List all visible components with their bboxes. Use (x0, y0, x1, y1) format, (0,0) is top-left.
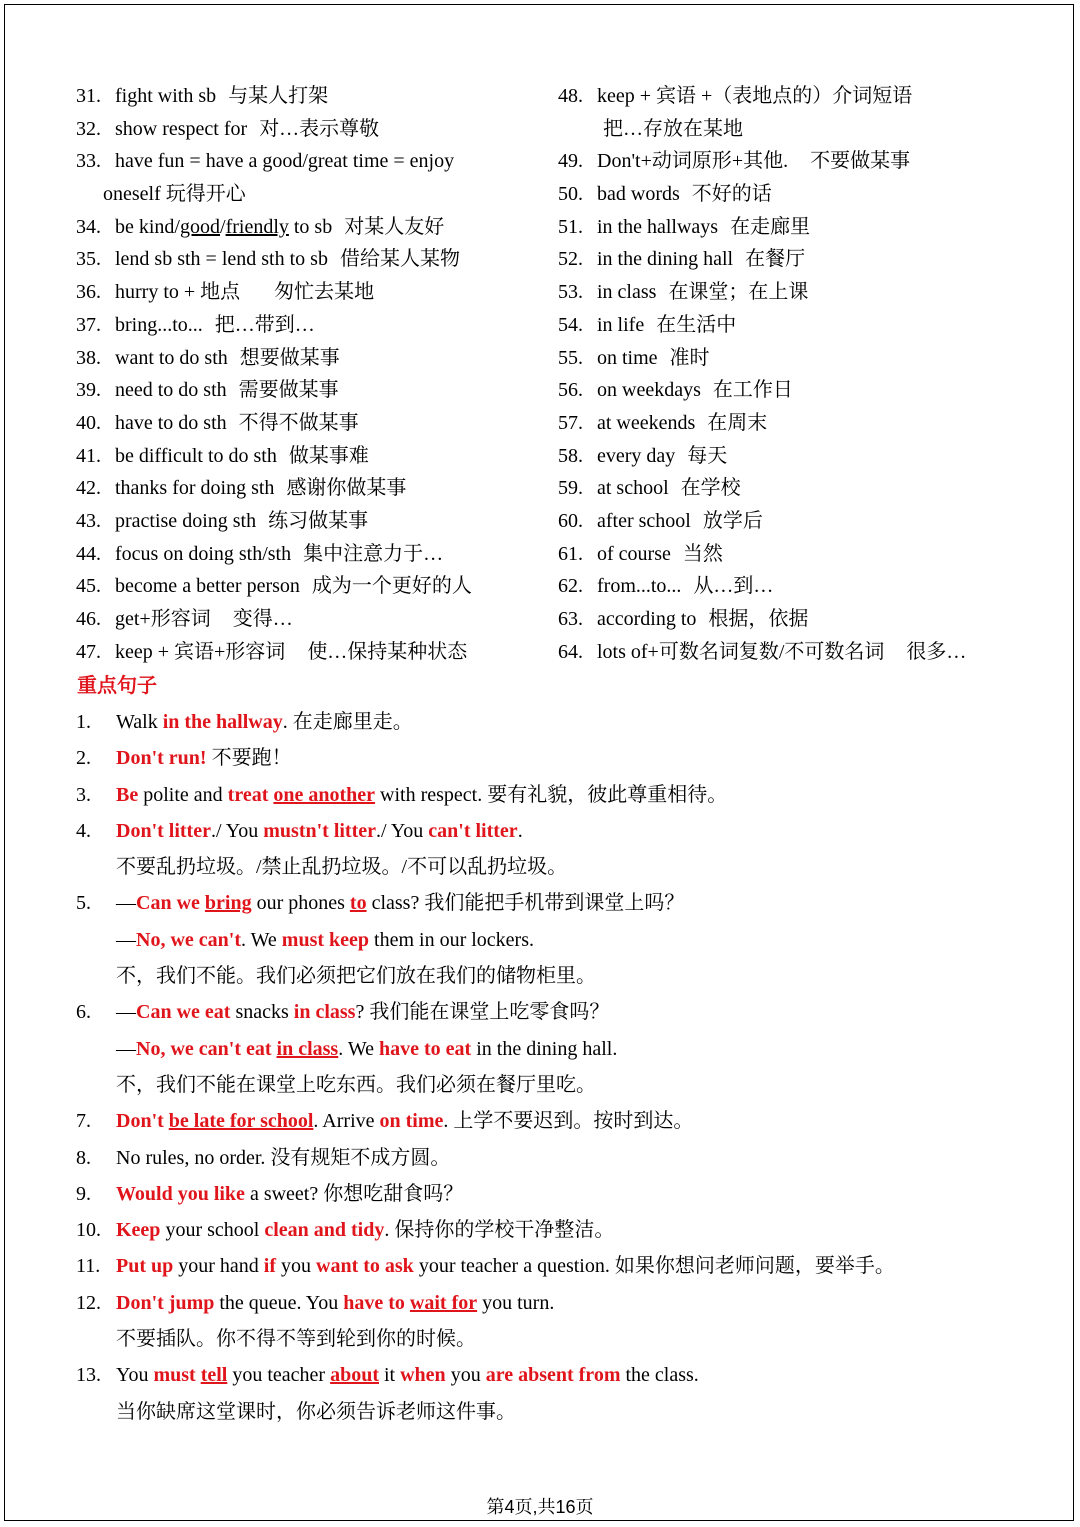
sentence-line (116, 885, 1036, 921)
phrase-number: 49. (558, 150, 583, 173)
phrase-english: in the hallways (597, 215, 719, 238)
phrase-item (558, 374, 1058, 407)
phrase-english: according to (597, 608, 697, 630)
phrase-number: 45. (76, 575, 101, 598)
phrase-english: from...to... (597, 575, 682, 598)
key-phrase: are absent from (485, 1364, 621, 1387)
phrase-english: thanks for doing sth (115, 477, 275, 500)
phrase-chinese: 在餐厅 (745, 248, 806, 271)
phrase-item (76, 80, 546, 113)
phrase-item (76, 570, 546, 603)
phrase-number: 56. (558, 379, 583, 402)
phrase-item (558, 538, 1058, 571)
phrase-item (558, 309, 1058, 342)
phrase-number: 32. (76, 117, 101, 140)
phrase-item (558, 505, 1058, 538)
sentence-item (76, 813, 1036, 886)
sentence-number: 1. (76, 711, 91, 733)
phrase-item (76, 113, 546, 146)
phrase-number: 46. (76, 608, 101, 630)
sentence-text: 不，我们不能在课堂上吃东西。我们必须在餐厅里吃。 (116, 1073, 596, 1096)
sentence-text: class? 我们能把手机带到课堂上吗？ (366, 892, 685, 915)
sentence-item (76, 740, 1036, 776)
sentence-text: your school (160, 1219, 265, 1242)
phrase-number: 61. (558, 542, 583, 565)
phrase-english: bring...to... (115, 313, 203, 336)
phrase-number: 57. (558, 411, 583, 434)
key-phrase: Can we (136, 892, 205, 915)
key-phrase: have to eat (379, 1037, 472, 1060)
phrase-english: keep + 宾语+形容词 (115, 640, 286, 663)
key-phrase: must keep (281, 928, 370, 951)
phrase-item (76, 440, 546, 473)
sentence-line (116, 1285, 1036, 1321)
phrase-item (76, 603, 546, 636)
sentence-line (116, 1176, 1036, 1212)
phrase-number: 40. (76, 411, 101, 434)
sentence-line (116, 1067, 1036, 1103)
sentence-text: 当你缺席这堂课时，你必须告诉老师这件事。 (116, 1400, 516, 1423)
phrase-chinese: 不得不做某事 (238, 411, 359, 434)
phrase-item (558, 603, 1058, 636)
phrase-english: keep + 宾语 +（表地点的）介词短语 (597, 85, 913, 107)
phrase-continuation: oneself 玩得开心 (103, 183, 246, 206)
phrase-chinese: 根据，依据 (708, 608, 809, 630)
sentence-text: the queue. You (214, 1291, 344, 1314)
phrase-english: want to do sth (115, 346, 228, 369)
sentence-text: your teacher a question. 如果你想问老师问题，要举手。 (413, 1255, 895, 1278)
sentence-text: snacks (230, 1001, 294, 1024)
sentence-text: with respect. 要有礼貌，彼此尊重相待。 (375, 783, 728, 806)
phrase-number: 39. (76, 379, 101, 402)
sentence-text: . Arrive (313, 1110, 380, 1133)
sentence-line (116, 704, 1036, 740)
sentence-number: 7. (76, 1110, 91, 1133)
phrase-item (76, 342, 546, 375)
phrase-chinese: 每天 (687, 444, 728, 467)
sentence-line (116, 1321, 1036, 1357)
sentence-text: it (378, 1364, 401, 1387)
sentence-line (116, 922, 1036, 958)
sentence-line (116, 1140, 1036, 1176)
phrase-item (558, 211, 1058, 244)
sentence-text: them in our lockers. (369, 928, 534, 951)
phrase-chinese: 使…保持某种状态 (307, 640, 468, 663)
phrase-english: have fun = have a good/great time = enjoy (115, 150, 455, 173)
sentence-item (76, 1176, 1036, 1212)
phrase-item (558, 570, 1058, 603)
sentence-text: 不要乱扔垃圾。/禁止乱扔垃圾。/不可以乱扔垃圾。 (116, 856, 568, 879)
phrase-chinese: 在周末 (707, 411, 768, 434)
phrase-chinese: 感谢你做某事 (286, 477, 407, 500)
phrase-english: every day (597, 444, 676, 467)
phrase-item (76, 374, 546, 407)
phrase-english: have to do sth (115, 411, 227, 434)
phrase-english: on time (597, 346, 658, 369)
sentence-line (116, 777, 1036, 813)
phrase-english: practise doing sth (115, 509, 257, 532)
sentence-text: you turn. (477, 1291, 555, 1314)
sentence-text: 不要跑！ (206, 747, 292, 770)
sentence-item (76, 885, 1036, 994)
phrase-item (558, 472, 1058, 505)
key-phrase: when (400, 1364, 446, 1387)
sentence-text: ? 我们能在课堂上吃零食吗？ (355, 1001, 610, 1024)
phrase-english: be difficult to do sth (115, 444, 277, 467)
phrase-number: 52. (558, 248, 583, 271)
sentence-item (76, 1285, 1036, 1358)
phrase-number: 58. (558, 444, 583, 467)
sentence-number: 5. (76, 892, 91, 915)
phrase-number: 59. (558, 477, 583, 500)
phrase-item (76, 505, 546, 538)
sentence-line (116, 1031, 1036, 1067)
phrase-number: 42. (76, 477, 101, 500)
key-phrase: in the hallway (162, 711, 283, 733)
phrase-chinese: 不好的话 (691, 183, 772, 206)
sentence-text: . We (240, 928, 282, 951)
phrase-item (558, 178, 1058, 211)
phrase-chinese: 把…带到… (214, 313, 315, 336)
key-phrase: if (263, 1255, 277, 1278)
sentence-text: — (116, 1037, 136, 1060)
sentence-item (76, 1212, 1036, 1248)
sentence-line (116, 1394, 1036, 1430)
phrase-number: 43. (76, 509, 101, 532)
phrase-chinese: 准时 (669, 346, 710, 369)
phrase-item (558, 145, 1058, 178)
sentence-item (76, 1103, 1036, 1139)
phrase-chinese: 在学校 (680, 477, 741, 500)
sentence-item (76, 1357, 1036, 1430)
phrase-chinese: 在生活中 (656, 313, 737, 336)
phrase-number: 34. (76, 215, 101, 238)
phrase-number: 62. (558, 575, 583, 598)
sentence-text: polite and (138, 783, 228, 806)
sentence-line (116, 1248, 1036, 1284)
key-phrase: Would you like (116, 1182, 245, 1205)
key-phrase: mustn't litter (263, 819, 377, 842)
phrase-english: at school (597, 477, 669, 500)
phrase-number: 38. (76, 346, 101, 369)
phrase-chinese: 当然 (682, 542, 723, 565)
phrase-chinese: 在工作日 (712, 379, 793, 402)
phrase-chinese: 集中注意力于… (303, 542, 444, 565)
phrase-item (558, 80, 1058, 113)
sentence-item (76, 1248, 1036, 1284)
sentence-number: 9. (76, 1182, 91, 1205)
sentence-item (76, 1140, 1036, 1176)
sentence-number: 6. (76, 1001, 91, 1024)
phrase-chinese: 很多… (906, 640, 967, 663)
phrase-item (558, 440, 1058, 473)
phrase-item (558, 342, 1058, 375)
phrase-chinese: 不要做某事 (810, 150, 911, 173)
phrase-chinese: 在走廊里 (730, 215, 811, 238)
phrase-number: 31. (76, 85, 101, 107)
phrase-chinese: 对某人友好 (344, 215, 445, 238)
phrase-english: at weekends (597, 411, 696, 434)
phrase-item (558, 407, 1058, 440)
phrase-number: 47. (76, 640, 101, 663)
key-phrase: Be (116, 783, 139, 806)
phrase-item (76, 472, 546, 505)
phrase-item (76, 636, 546, 669)
phrase-number: 54. (558, 313, 583, 336)
key-phrase: be late for school (168, 1110, 314, 1133)
key-phrase: have to (343, 1291, 410, 1314)
phrase-item (76, 276, 546, 309)
phrase-chinese: 匆忙去某地 (274, 281, 375, 304)
key-phrase: to (349, 892, 367, 915)
phrase-number: 41. (76, 444, 101, 467)
phrase-number: 60. (558, 509, 583, 532)
key-phrase: one another (273, 783, 376, 806)
key-phrase: bring (204, 892, 252, 915)
sentence-text: — (116, 1001, 136, 1024)
section-title: 重点句子 (77, 675, 157, 697)
phrase-number: 50. (558, 183, 583, 206)
sentence-text: ./ You (376, 819, 429, 842)
phrase-chinese: 变得… (232, 608, 293, 630)
key-phrase: Don't jump (116, 1291, 215, 1314)
sentence-text: the class. (620, 1364, 699, 1387)
key-phrase: Keep (116, 1219, 161, 1242)
key-phrase: Can we eat (136, 1001, 231, 1024)
sentence-number: 8. (76, 1146, 91, 1169)
sentence-text: — (116, 928, 136, 951)
sentence-line (116, 1103, 1036, 1139)
key-phrase: Don't litter (116, 819, 211, 842)
key-phrase: in class (276, 1037, 339, 1060)
phrase-english: on weekdays (597, 379, 701, 402)
key-phrase: can't litter (428, 819, 518, 842)
sentence-item (76, 777, 1036, 813)
phrase-english: bad words (597, 183, 680, 206)
phrase-list-left (76, 80, 546, 668)
phrase-item (76, 407, 546, 440)
phrase-number: 36. (76, 281, 101, 304)
sentence-number: 10. (76, 1219, 101, 1242)
sentence-text: ./ You (210, 819, 264, 842)
key-phrase: No, we can't eat (136, 1037, 277, 1060)
phrase-number: 64. (558, 640, 583, 663)
sentence-text: No rules, no order. 没有规矩不成方圆。 (116, 1146, 451, 1169)
phrase-number: 51. (558, 215, 583, 238)
key-phrase: Don't (116, 1110, 169, 1133)
sentence-text: you (276, 1255, 317, 1278)
key-phrase: No, we can't (136, 928, 241, 951)
page-footer: 第4页,共16页 (486, 1497, 594, 1517)
sentence-line (116, 849, 1036, 885)
phrase-number: 35. (76, 248, 101, 271)
phrase-item (558, 636, 1058, 669)
phrase-chinese: 成为一个更好的人 (311, 575, 472, 598)
sentence-text: your hand (173, 1255, 264, 1278)
phrase-english: lots of+可数名词复数/不可数名词 (597, 640, 885, 663)
phrase-chinese: 与某人打架 (228, 85, 329, 107)
phrase-chinese: 需要做某事 (238, 379, 339, 402)
key-phrase: about (330, 1364, 379, 1387)
phrase-number: 55. (558, 346, 583, 369)
sentence-text: . 保持你的学校干净整洁。 (384, 1219, 615, 1242)
phrase-item (76, 538, 546, 571)
sentence-line (116, 813, 1036, 849)
key-phrase: treat (227, 783, 269, 806)
phrase-english: show respect for (115, 117, 248, 140)
sentence-text: a sweet? 你想吃甜食吗？ (244, 1182, 464, 1205)
sentence-text: our phones (251, 892, 350, 915)
key-phrase: must (153, 1364, 201, 1387)
phrase-english: in class (597, 281, 657, 304)
phrase-english: fight with sb (115, 85, 217, 107)
phrase-chinese: 对…表示尊敬 (259, 117, 380, 140)
phrase-chinese: 借给某人某物 (339, 248, 460, 271)
sentence-text: — (116, 892, 136, 915)
phrase-english: of course (597, 542, 671, 565)
sentence-number: 4. (76, 819, 91, 842)
phrase-english: lend sb sth = lend sth to sb (115, 248, 328, 271)
sentence-text: you (445, 1364, 486, 1387)
phrase-english: after school (597, 509, 691, 532)
phrase-number: 63. (558, 608, 583, 630)
phrase-item (558, 243, 1058, 276)
phrase-english: need to do sth (115, 379, 227, 402)
sentence-item (76, 994, 1036, 1103)
key-phrase: wait for (409, 1291, 478, 1314)
phrase-english: get+形容词 (115, 608, 211, 630)
key-phrase: clean and tidy (264, 1219, 385, 1242)
sentence-text: . We (338, 1037, 380, 1060)
phrase-continuation: 把…存放在某地 (603, 117, 743, 140)
phrase-chinese: 练习做某事 (268, 509, 369, 532)
sentence-text: . 在走廊里走。 (282, 711, 413, 733)
phrase-item (558, 276, 1058, 309)
phrase-item (76, 309, 546, 342)
key-sentence-list (76, 704, 1036, 1430)
sentence-line (116, 740, 1036, 776)
phrase-chinese: 做某事难 (288, 444, 369, 467)
phrase-english: become a better person (115, 575, 300, 598)
phrase-chinese: 从…到… (693, 575, 774, 598)
phrase-chinese: 想要做某事 (239, 346, 340, 369)
sentence-line (116, 958, 1036, 994)
sentence-text: 不，我们不能。我们必须把它们放在我们的储物柜里。 (116, 965, 596, 988)
sentence-text: . 上学不要迟到。按时到达。 (443, 1110, 694, 1133)
sentence-number: 11. (76, 1255, 101, 1278)
sentence-text: Walk (116, 711, 163, 733)
sentence-text: you teacher (227, 1364, 331, 1387)
key-phrase: on time (379, 1110, 444, 1133)
phrase-list-right (558, 80, 1058, 668)
phrase-item (76, 211, 546, 244)
phrase-chinese: 在课堂；在上课 (668, 281, 809, 304)
phrase-english: be kind/good/friendly to sb (115, 215, 333, 238)
phrase-number: 44. (76, 542, 101, 565)
key-phrase: want to ask (316, 1255, 414, 1278)
key-phrase: Don't run! (116, 747, 207, 770)
sentence-line (116, 1212, 1036, 1248)
phrase-english: in the dining hall (597, 248, 734, 271)
phrase-english: Don't+动词原形+其他. (597, 150, 789, 173)
sentence-line (116, 1357, 1036, 1393)
sentence-text: 不要插队。你不得不等到轮到你的时候。 (116, 1328, 476, 1351)
sentence-line (116, 994, 1036, 1030)
phrase-english: focus on doing sth/sth (115, 542, 292, 565)
sentence-number: 3. (76, 783, 91, 806)
sentence-number: 12. (76, 1291, 101, 1314)
phrase-number: 48. (558, 85, 583, 107)
sentence-text: in the dining hall. (471, 1037, 618, 1060)
sentence-text: . (517, 819, 523, 842)
phrase-number: 37. (76, 313, 101, 336)
sentence-text: You (116, 1364, 154, 1387)
phrase-number: 33. (76, 150, 101, 173)
phrase-english: in life (597, 313, 645, 336)
phrase-item (76, 145, 546, 178)
key-phrase: tell (200, 1364, 228, 1387)
phrase-number: 53. (558, 281, 583, 304)
phrase-chinese: 放学后 (702, 509, 763, 532)
phrase-english: hurry to + 地点 (115, 281, 241, 304)
phrase-item (76, 243, 546, 276)
sentence-number: 2. (76, 747, 91, 770)
sentence-item (76, 704, 1036, 740)
key-phrase: Put up (116, 1255, 174, 1278)
key-phrase: in class (293, 1001, 356, 1024)
sentence-number: 13. (76, 1364, 101, 1387)
